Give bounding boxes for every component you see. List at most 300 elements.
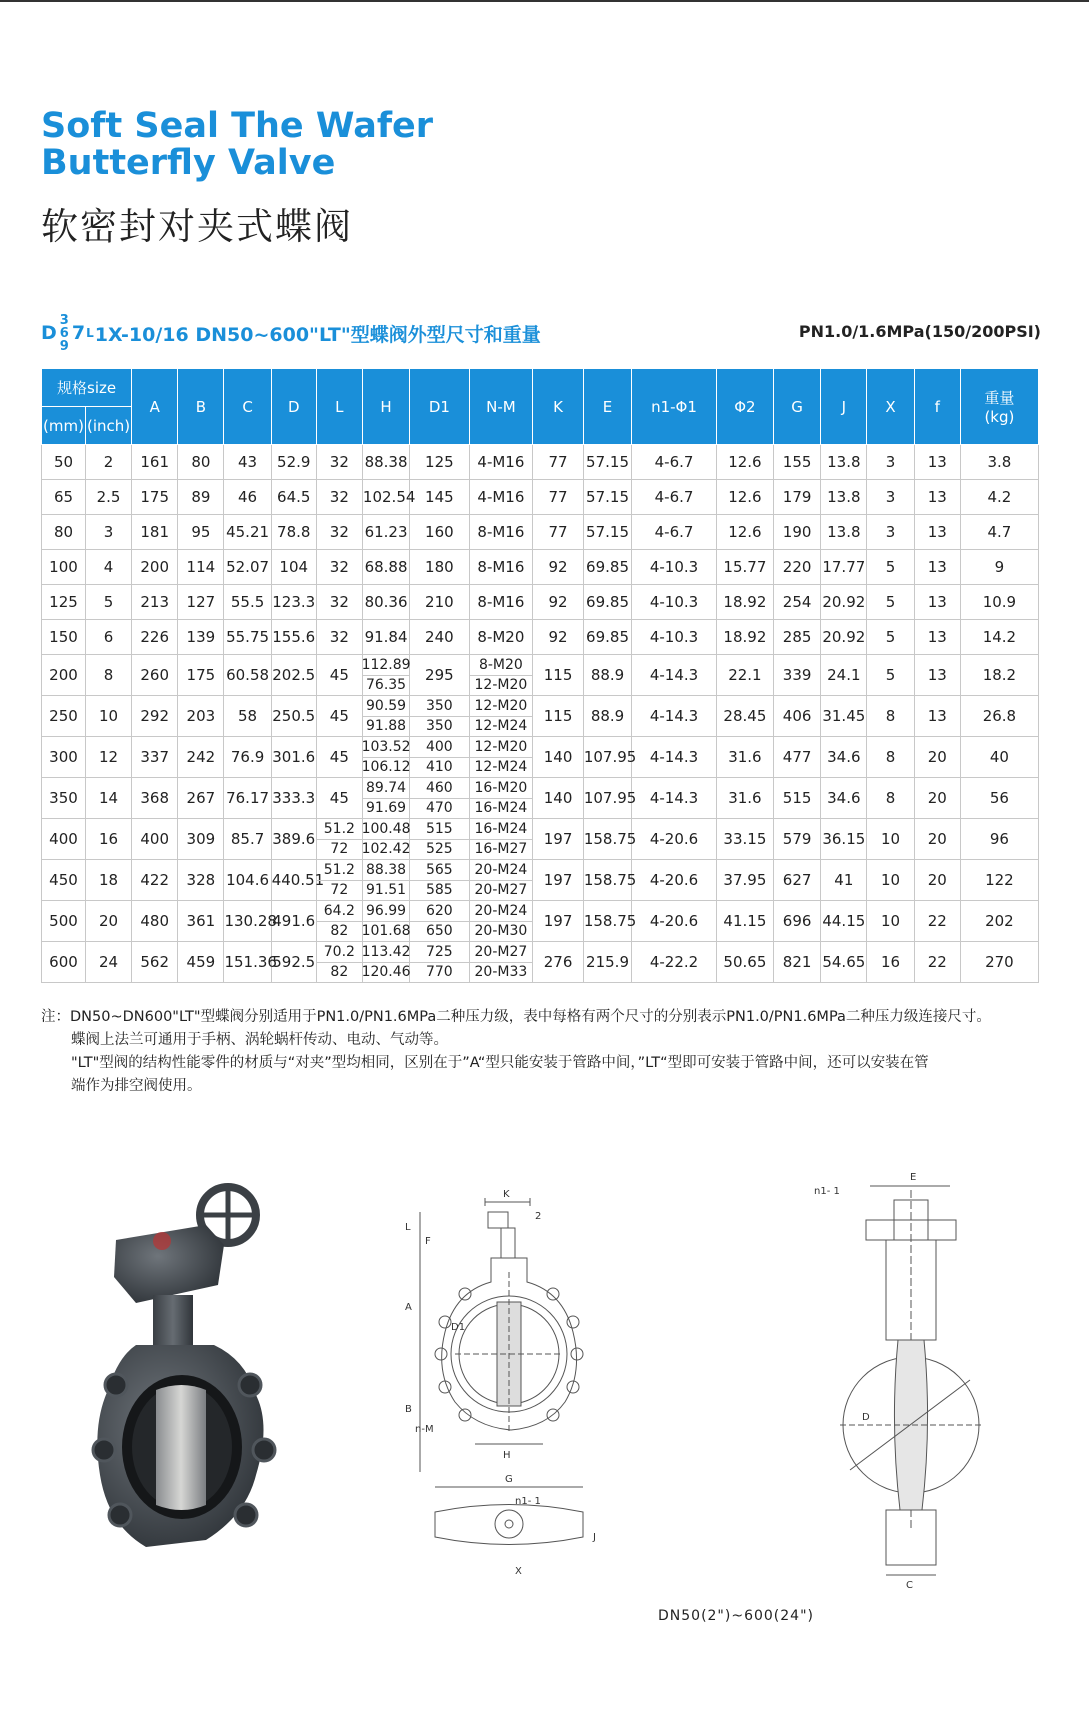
table-row (42, 550, 1039, 585)
pressure-rating: PN1.0/1.6MPa(150/200PSI) (798, 322, 1041, 341)
cell-l: 51.2 72 (316, 860, 362, 901)
cell-h: 96.99 101.68 (362, 901, 409, 942)
cell-nm: 20-M24 20-M30 (469, 901, 533, 942)
cell-n1: 4-14.3 (632, 655, 717, 696)
cell-g: 821 (773, 942, 820, 983)
cell-a: 260 (132, 655, 178, 696)
note-line-3: "LT"型阀的结构性能零件的材质与“对夹”型均相同，区别在于”A“型只能安装于管路中间，”LT“型即可安装于管路中间，还可以安装在管 (71, 1055, 929, 1071)
cell-g: 339 (773, 655, 820, 696)
cell-inch: 18 (85, 860, 131, 901)
cell-x: 5 (867, 620, 914, 655)
cell-inch: 16 (85, 819, 131, 860)
cell-inch: 5 (85, 585, 131, 620)
cell-nm: 8-M20 (469, 620, 533, 655)
cell-c: 58 (224, 696, 271, 737)
cell-e: 215.9 (583, 942, 631, 983)
cell-n1: 4-10.3 (632, 550, 717, 585)
cell-x: 3 (867, 480, 914, 515)
model-small: L (86, 326, 94, 340)
cell-d: 301.6 (271, 737, 316, 778)
cell-h: 102.54 (362, 480, 409, 515)
cell-mm: 350 (42, 778, 86, 819)
cell-mm: 150 (42, 620, 86, 655)
cell-mm: 200 (42, 655, 86, 696)
table-row (42, 480, 1039, 515)
cell-d1: 295 (410, 655, 469, 696)
cell-h: 80.36 (362, 585, 409, 620)
cell-l: 32 (316, 620, 362, 655)
cell-c: 130.28 (224, 901, 271, 942)
cell-j: 31.45 (821, 696, 867, 737)
label-h: H (503, 1450, 511, 1461)
table-row (42, 737, 1039, 778)
cell-a: 161 (132, 445, 178, 480)
model-stack-2: 6 (59, 325, 69, 341)
header-k: K (533, 369, 584, 445)
cell-l: 32 (316, 585, 362, 620)
cell-mm: 300 (42, 737, 86, 778)
cell-x: 3 (867, 445, 914, 480)
table-row (42, 620, 1039, 655)
cell-g: 406 (773, 696, 820, 737)
note-line-1: 注：DN50~DN600"LT"型蝶阀分别适用于PN1.0/PN1.6MPa二种压力级，表中每格有两个尺寸的分别表示PN1.0/PN1.6MPa二种压力级连接尺寸。 (41, 1009, 991, 1025)
cell-f: 20 (914, 860, 960, 901)
cell-d: 64.5 (271, 480, 316, 515)
cell-d1: 210 (410, 585, 469, 620)
model-suffix: 1X-10/16 DN50~600"LT"型蝶阀外型尺寸和重量 (94, 323, 541, 346)
cell-inch: 10 (85, 696, 131, 737)
cell-phi2: 15.77 (716, 550, 773, 585)
table-row (42, 778, 1039, 819)
cell-j: 20.92 (821, 620, 867, 655)
label-d1: D1 (451, 1322, 466, 1333)
front-view-drawing (405, 1182, 625, 1592)
cell-a: 292 (132, 696, 178, 737)
cell-inch: 20 (85, 901, 131, 942)
header-f: f (914, 369, 960, 445)
cell-phi2: 12.6 (716, 515, 773, 550)
cell-l: 32 (316, 515, 362, 550)
cell-nm: 20-M24 20-M27 (469, 860, 533, 901)
cell-k: 197 (533, 901, 584, 942)
cell-e: 69.85 (583, 585, 631, 620)
cell-h: 113.42 120.46 (362, 942, 409, 983)
cell-inch: 24 (85, 942, 131, 983)
cell-inch: 8 (85, 655, 131, 696)
cell-w: 56 (960, 778, 1038, 819)
cell-nm: 8-M16 (469, 585, 533, 620)
header-b: B (178, 369, 224, 445)
cell-l: 32 (316, 480, 362, 515)
cell-d1: 400 410 (410, 737, 469, 778)
cell-f: 20 (914, 737, 960, 778)
cell-a: 181 (132, 515, 178, 550)
table-row (42, 942, 1039, 983)
cell-b: 80 (178, 445, 224, 480)
header-g: G (773, 369, 820, 445)
cell-nm: 8-M20 12-M20 (469, 655, 533, 696)
cell-n1: 4-22.2 (632, 942, 717, 983)
cell-k: 276 (533, 942, 584, 983)
cell-k: 77 (533, 515, 584, 550)
cell-x: 8 (867, 778, 914, 819)
cell-e: 88.9 (583, 696, 631, 737)
cell-d1: 565 585 (410, 860, 469, 901)
cell-phi2: 37.95 (716, 860, 773, 901)
label-l: L (405, 1222, 411, 1233)
cell-b: 361 (178, 901, 224, 942)
cell-w: 270 (960, 942, 1038, 983)
cell-n1: 4-14.3 (632, 696, 717, 737)
cell-a: 175 (132, 480, 178, 515)
top-rule (0, 0, 1089, 2)
cell-d1: 145 (410, 480, 469, 515)
cell-mm: 125 (42, 585, 86, 620)
cell-k: 115 (533, 696, 584, 737)
header-d1: D1 (410, 369, 469, 445)
cell-f: 22 (914, 901, 960, 942)
cell-k: 197 (533, 819, 584, 860)
cell-w: 96 (960, 819, 1038, 860)
spec-table (41, 368, 1039, 983)
cell-n1: 4-14.3 (632, 778, 717, 819)
label-c: C (906, 1580, 913, 1591)
cell-w: 18.2 (960, 655, 1038, 696)
cell-x: 8 (867, 696, 914, 737)
cell-w: 14.2 (960, 620, 1038, 655)
cell-h: 91.84 (362, 620, 409, 655)
cell-b: 175 (178, 655, 224, 696)
header-weight: 重量 (kg) (960, 369, 1038, 445)
cell-phi2: 18.92 (716, 585, 773, 620)
valve-disc (156, 1385, 206, 1510)
cell-w: 122 (960, 860, 1038, 901)
cell-mm: 80 (42, 515, 86, 550)
cell-b: 309 (178, 819, 224, 860)
chinese-title: 软密封对夹式蝶阀 (41, 205, 353, 248)
cell-a: 337 (132, 737, 178, 778)
cell-inch: 2.5 (85, 480, 131, 515)
cell-j: 13.8 (821, 515, 867, 550)
cell-c: 45.21 (224, 515, 271, 550)
cell-c: 104.6 (224, 860, 271, 901)
cell-b: 459 (178, 942, 224, 983)
cell-e: 107.95 (583, 778, 631, 819)
cell-l: 70.2 82 (316, 942, 362, 983)
cell-c: 55.5 (224, 585, 271, 620)
cell-d: 202.5 (271, 655, 316, 696)
cell-a: 400 (132, 819, 178, 860)
cell-c: 43 (224, 445, 271, 480)
cell-d1: 460 470 (410, 778, 469, 819)
cell-e: 107.95 (583, 737, 631, 778)
cell-x: 5 (867, 585, 914, 620)
cell-d1: 240 (410, 620, 469, 655)
cell-nm: 8-M16 (469, 515, 533, 550)
cell-w: 26.8 (960, 696, 1038, 737)
cell-f: 13 (914, 445, 960, 480)
cell-d1: 160 (410, 515, 469, 550)
cell-h: 90.59 91.88 (362, 696, 409, 737)
cell-w: 4.2 (960, 480, 1038, 515)
cell-b: 139 (178, 620, 224, 655)
cell-b: 242 (178, 737, 224, 778)
cell-g: 254 (773, 585, 820, 620)
header-c: C (224, 369, 271, 445)
cell-k: 92 (533, 585, 584, 620)
cell-a: 226 (132, 620, 178, 655)
cell-c: 52.07 (224, 550, 271, 585)
cell-k: 197 (533, 860, 584, 901)
cell-phi2: 12.6 (716, 445, 773, 480)
cell-d: 491.6 (271, 901, 316, 942)
cell-f: 13 (914, 620, 960, 655)
cell-w: 9 (960, 550, 1038, 585)
cell-a: 213 (132, 585, 178, 620)
cell-k: 92 (533, 550, 584, 585)
cell-a: 562 (132, 942, 178, 983)
cell-l: 51.2 72 (316, 819, 362, 860)
cell-j: 24.1 (821, 655, 867, 696)
model-seven: 7 (71, 322, 86, 344)
cell-n1: 4-10.3 (632, 585, 717, 620)
cell-mm: 600 (42, 942, 86, 983)
cell-nm: 16-M20 16-M24 (469, 778, 533, 819)
cell-f: 20 (914, 819, 960, 860)
cell-h: 68.88 (362, 550, 409, 585)
cell-b: 127 (178, 585, 224, 620)
cell-j: 13.8 (821, 445, 867, 480)
cell-w: 40 (960, 737, 1038, 778)
cell-mm: 500 (42, 901, 86, 942)
cell-g: 285 (773, 620, 820, 655)
cell-j: 34.6 (821, 737, 867, 778)
cell-h: 61.23 (362, 515, 409, 550)
cell-d: 78.8 (271, 515, 316, 550)
cell-d: 123.3 (271, 585, 316, 620)
header-j: J (821, 369, 867, 445)
label-j: J (593, 1532, 596, 1543)
cell-w: 4.7 (960, 515, 1038, 550)
cell-w: 3.8 (960, 445, 1038, 480)
cell-phi2: 41.15 (716, 901, 773, 942)
cell-phi2: 28.45 (716, 696, 773, 737)
cell-x: 3 (867, 515, 914, 550)
header-a: A (132, 369, 178, 445)
cell-j: 36.15 (821, 819, 867, 860)
cell-g: 579 (773, 819, 820, 860)
cell-nm: 12-M20 12-M24 (469, 737, 533, 778)
cell-inch: 12 (85, 737, 131, 778)
cell-n1: 4-20.6 (632, 860, 717, 901)
cell-c: 76.17 (224, 778, 271, 819)
cell-e: 69.85 (583, 620, 631, 655)
table-row (42, 696, 1039, 737)
cell-j: 54.65 (821, 942, 867, 983)
cell-w: 10.9 (960, 585, 1038, 620)
cell-h: 100.48 102.42 (362, 819, 409, 860)
cell-f: 13 (914, 696, 960, 737)
cell-phi2: 12.6 (716, 480, 773, 515)
table-row (42, 445, 1039, 480)
cell-h: 112.89 76.35 (362, 655, 409, 696)
cell-n1: 4-6.7 (632, 445, 717, 480)
note-line-4: 端作为排空阀使用。 (71, 1078, 202, 1094)
cell-j: 17.77 (821, 550, 867, 585)
cell-d: 250.5 (271, 696, 316, 737)
cell-h: 89.74 91.69 (362, 778, 409, 819)
cell-inch: 4 (85, 550, 131, 585)
english-title-line1: Soft Seal The Wafer (41, 106, 434, 146)
cell-b: 203 (178, 696, 224, 737)
cell-n1: 4-10.3 (632, 620, 717, 655)
model-stack-1: 3 (59, 312, 69, 328)
label-e: E (910, 1172, 917, 1183)
cell-l: 45 (316, 737, 362, 778)
cell-j: 41 (821, 860, 867, 901)
cell-phi2: 33.15 (716, 819, 773, 860)
cell-mm: 250 (42, 696, 86, 737)
cell-mm: 100 (42, 550, 86, 585)
cell-phi2: 31.6 (716, 737, 773, 778)
cell-g: 515 (773, 778, 820, 819)
cell-mm: 450 (42, 860, 86, 901)
table-row (42, 515, 1039, 550)
cell-e: 88.9 (583, 655, 631, 696)
cell-e: 69.85 (583, 550, 631, 585)
cell-n1: 4-20.6 (632, 901, 717, 942)
cell-mm: 65 (42, 480, 86, 515)
header-spec: 规格size (42, 369, 132, 407)
cell-d: 104 (271, 550, 316, 585)
header-e: E (583, 369, 631, 445)
cell-a: 368 (132, 778, 178, 819)
cell-j: 20.92 (821, 585, 867, 620)
cell-h: 88.38 91.51 (362, 860, 409, 901)
cell-k: 115 (533, 655, 584, 696)
cell-nm: 12-M20 12-M24 (469, 696, 533, 737)
cell-f: 13 (914, 585, 960, 620)
header--2: Φ2 (716, 369, 773, 445)
cell-d1: 725 770 (410, 942, 469, 983)
cell-j: 13.8 (821, 480, 867, 515)
table-row (42, 901, 1039, 942)
header-h: H (362, 369, 409, 445)
cell-a: 200 (132, 550, 178, 585)
cell-b: 95 (178, 515, 224, 550)
cell-f: 13 (914, 550, 960, 585)
cell-f: 20 (914, 778, 960, 819)
cell-phi2: 31.6 (716, 778, 773, 819)
cell-d1: 515 525 (410, 819, 469, 860)
cell-x: 10 (867, 819, 914, 860)
cell-l: 45 (316, 655, 362, 696)
label-g: G (505, 1474, 513, 1485)
notes (41, 1006, 1051, 1098)
cell-g: 477 (773, 737, 820, 778)
cell-c: 55.75 (224, 620, 271, 655)
cell-inch: 3 (85, 515, 131, 550)
cell-g: 696 (773, 901, 820, 942)
table-row (42, 655, 1039, 696)
cell-d1: 620 650 (410, 901, 469, 942)
cell-c: 151.36 (224, 942, 271, 983)
label-2: 2 (535, 1211, 542, 1222)
valve-photo (96, 1185, 314, 1555)
cell-n1: 4-6.7 (632, 515, 717, 550)
cell-nm: 4-M16 (469, 445, 533, 480)
size-range-caption: DN50(2")~600(24") (658, 1608, 814, 1624)
cell-b: 328 (178, 860, 224, 901)
note-line-2: 蝶阀上法兰可通用于手柄、涡轮蜗杆传动、电动、气动等。 (71, 1032, 448, 1048)
cell-f: 22 (914, 942, 960, 983)
header-d: D (271, 369, 316, 445)
header-l: L (316, 369, 362, 445)
model-heading (41, 310, 541, 356)
label-d: D (862, 1412, 870, 1423)
cell-nm: 20-M27 20-M33 (469, 942, 533, 983)
label-n1-1-side: n1- 1 (814, 1186, 840, 1197)
cell-e: 158.75 (583, 901, 631, 942)
cell-n1: 4-20.6 (632, 819, 717, 860)
cell-l: 45 (316, 696, 362, 737)
label-nm: n-M (415, 1424, 434, 1435)
cell-c: 76.9 (224, 737, 271, 778)
cell-phi2: 50.65 (716, 942, 773, 983)
cell-l: 32 (316, 445, 362, 480)
cell-d1: 125 (410, 445, 469, 480)
cell-h: 88.38 (362, 445, 409, 480)
cell-x: 8 (867, 737, 914, 778)
cell-inch: 6 (85, 620, 131, 655)
cell-w: 202 (960, 901, 1038, 942)
english-title (41, 108, 433, 182)
cell-d1: 180 (410, 550, 469, 585)
cell-k: 77 (533, 480, 584, 515)
cell-k: 92 (533, 620, 584, 655)
cell-l: 32 (316, 550, 362, 585)
cell-c: 85.7 (224, 819, 271, 860)
cell-phi2: 22.1 (716, 655, 773, 696)
cell-inch: 2 (85, 445, 131, 480)
cell-phi2: 18.92 (716, 620, 773, 655)
cell-f: 13 (914, 480, 960, 515)
header-n1-1: n1-Φ1 (632, 369, 717, 445)
side-section-drawing (814, 1170, 1000, 1591)
label-n1-1: n1- 1 (515, 1496, 541, 1507)
cell-j: 44.15 (821, 901, 867, 942)
cell-g: 155 (773, 445, 820, 480)
cell-x: 10 (867, 901, 914, 942)
cell-j: 34.6 (821, 778, 867, 819)
cell-b: 89 (178, 480, 224, 515)
cell-nm: 4-M16 (469, 480, 533, 515)
label-b: B (405, 1404, 412, 1415)
cell-k: 77 (533, 445, 584, 480)
cell-e: 57.15 (583, 445, 631, 480)
model-stack (60, 314, 69, 353)
cell-d: 333.3 (271, 778, 316, 819)
cell-e: 158.75 (583, 860, 631, 901)
cell-n1: 4-6.7 (632, 480, 717, 515)
cell-d: 389.6 (271, 819, 316, 860)
cell-x: 10 (867, 860, 914, 901)
cell-g: 190 (773, 515, 820, 550)
cell-d: 592.5 (271, 942, 316, 983)
cell-a: 480 (132, 901, 178, 942)
label-f: F (425, 1236, 431, 1247)
header-mm: (mm) (42, 407, 86, 445)
